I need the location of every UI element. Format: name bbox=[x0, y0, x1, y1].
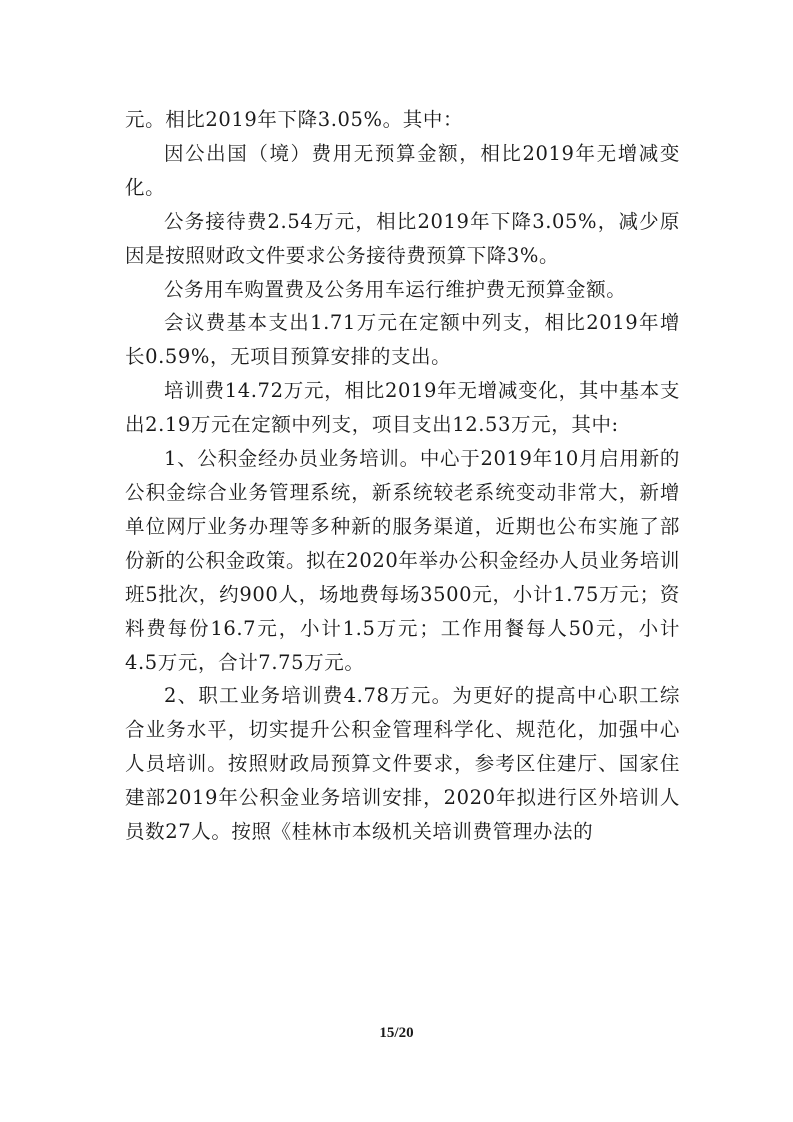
paragraph-reception-fee: 公务接待费2.54万元，相比2019年下降3.05%，减少原因是按照财政文件要求公务接待费预算下降3%。 bbox=[125, 209, 680, 267]
document-body bbox=[125, 103, 680, 849]
paragraph-overseas-travel: 因公出国（境）费用无预算金额，相比2019年无增减变化。 bbox=[125, 141, 680, 199]
paragraph-meeting-fee: 会议费基本支出1.71万元在定额中列支，相比2019年增长0.59%，无项目预算安排的支出。 bbox=[125, 311, 680, 369]
page-number: 15/20 bbox=[379, 1025, 414, 1041]
paragraph-continuation: 元。相比2019年下降3.05%。其中： bbox=[125, 108, 464, 131]
paragraph-item-1: 1、公积金经办员业务培训。中心于2019年10月启用新的公积金综合业务管理系统，新系统较老系统变动非常大，新增单位网厅业务办理等多种新的服务渠道，近期也公布实施了部份新的公积金政策。拟在2020年举办公积金经办人员业务培训班5批次，约900人，场地费每场3500元，小计1.75万元；资料费每份16.7元，小计1.5万元；工作用餐每人50元，小计4.5万元，合计7.75万元。 bbox=[125, 447, 680, 674]
paragraph-item-2: 2、职工业务培训费4.78万元。为更好的提高中心职工综合业务水平，切实提升公积金管理科学化、规范化，加强中心人员培训。按照财政局预算文件要求，参考区住建厅、国家住建部2019年公积金业务培训安排，2020年拟进行区外培训人员数27人。按照《桂林市本级机关培训费管理办法的 bbox=[125, 684, 680, 844]
paragraph-training-fee: 培训费14.72万元，相比2019年无增减变化，其中基本支出2.19万元在定额中列支，项目支出12.53万元，其中: bbox=[125, 379, 680, 437]
paragraph-vehicle-fee: 公务用车购置费及公务用车运行维护费无预算金额。 bbox=[164, 277, 627, 301]
